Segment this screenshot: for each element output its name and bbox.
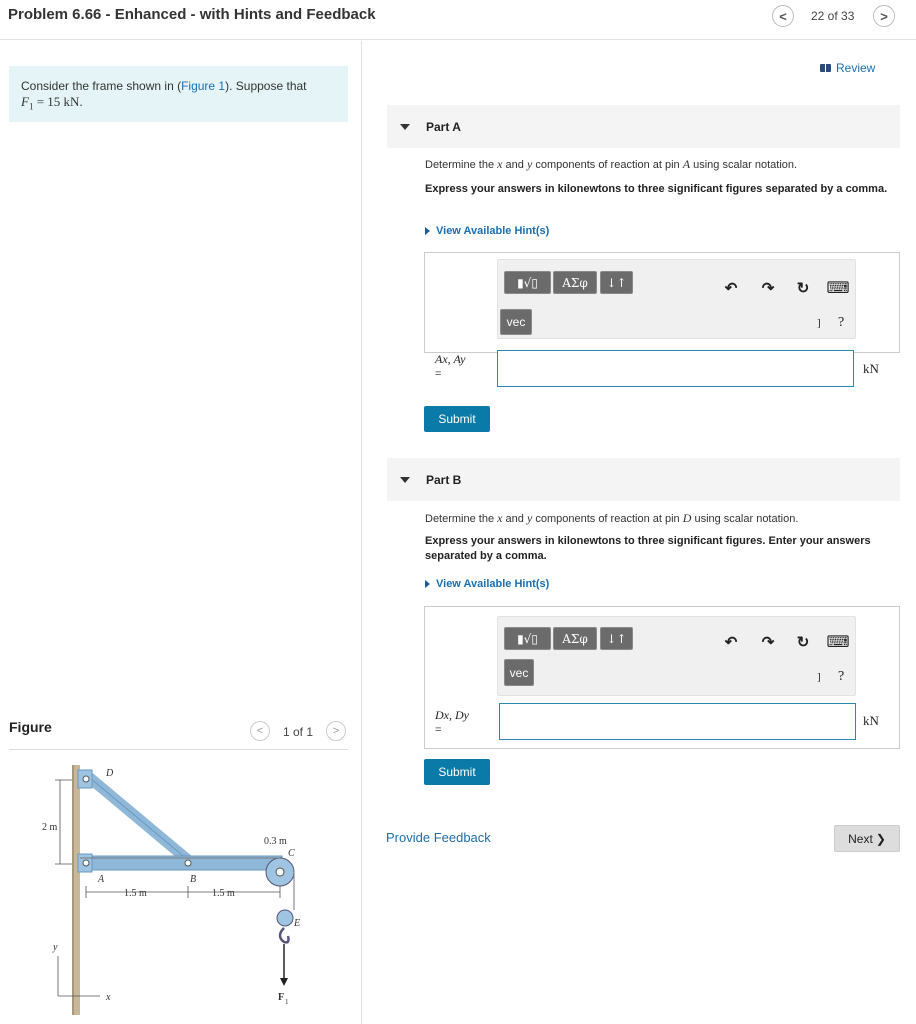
part-a-answer-box [424,252,900,380]
collapse-triangle-icon [400,477,410,483]
part-a-instructions: Express your answers in kilonewtons to three significant figures separated by a comma. [425,183,888,195]
part-a-answer-label: Ax, Ay [435,352,466,366]
problem-counter: 22 of 33 [811,9,855,23]
pin-a [83,860,89,866]
force-var: F [21,94,29,109]
part-b-header[interactable] [387,458,900,501]
part-a-hints-label: View Available Hint(s) [436,225,550,237]
next-button[interactable] [834,825,900,852]
part-b-instructions: Express your answers in kilonewtons to three significant figures. Enter your answers separated by a comma. [425,535,871,562]
pulley-pin [276,868,284,876]
greek-button[interactable]: ΑΣφ [553,627,597,650]
keyboard-icon[interactable]: ⌨ [826,634,850,651]
figure-header [9,716,348,750]
part-a-pin: A [682,157,691,171]
part-a-q-post1: components of reaction at pin [532,159,683,171]
figure-prev-button[interactable]: < [250,721,270,741]
problem-statement [9,66,348,122]
part-b-q-mid: and [502,513,527,525]
part-b-submit-button[interactable]: Submit [424,759,490,785]
vec-button[interactable]: vec [500,309,532,335]
force-sub: 1 [28,101,34,112]
label-seg2: 1.5 m [212,888,235,899]
collapse-triangle-icon [400,124,410,130]
part-a-equals: = [435,368,442,380]
part-b-hints-label: View Available Hint(s) [436,578,550,590]
arrows-button[interactable]: ↓↑ [600,271,633,294]
part-a-title: Part A [426,120,461,134]
label-b: B [190,874,197,885]
part-b-answer-box [424,606,900,749]
keyboard-icon[interactable]: ⌨ [826,280,850,297]
part-b-answer-label: Dx, Dy [435,708,469,722]
force-value: = 15 kN. [33,94,83,109]
problem-title: Problem 6.66 - Enhanced - with Hints and Feedback [8,6,376,23]
wall [74,765,80,1015]
label-c: C [288,848,295,859]
templates-button[interactable]: ▮√▯ [504,271,551,294]
part-a-q-pre: Determine the [425,159,498,171]
pulley-e [277,910,293,926]
part-a-q-mid: and [502,159,527,171]
expand-triangle-icon [425,580,430,588]
part-b-unit: kN [863,713,879,728]
part-a-y-var: y [526,157,533,171]
part-b-q-post2: using scalar notation. [691,513,799,525]
part-a-answer-input[interactable] [497,350,854,387]
greek-button[interactable]: ΑΣφ [553,271,597,294]
label-d: D [106,768,114,779]
expand-triangle-icon [425,227,430,235]
part-a-header[interactable] [387,105,900,148]
figure-link[interactable]: Figure 1 [181,79,226,93]
pin-d [83,776,89,782]
label-radius: 0.3 m [264,836,287,847]
wall-edge [72,765,74,1015]
templates-button[interactable]: ▮√▯ [504,627,551,650]
part-a-question [425,157,895,172]
bracket-glyph: ] [817,317,821,329]
part-a-q-post2: using scalar notation. [690,159,798,171]
label-force-sub: 1 [285,998,289,1006]
math-toolbar [497,259,856,339]
figure-count: 1 of 1 [283,725,314,739]
pin-b [185,860,191,866]
top-bar [0,0,916,40]
figure-next-button[interactable]: > [326,721,346,741]
reset-icon[interactable]: ↻ [796,280,810,297]
review-label: Review [836,61,876,75]
force-arrow-head [280,978,288,986]
undo-icon[interactable]: ↶ [724,634,738,651]
hook [280,928,289,942]
chevron-right-icon: ❯ [875,831,886,846]
intro-text-after: ). Suppose that [225,79,307,93]
next-label: Next [848,831,873,846]
column-divider [361,41,362,1024]
part-b-answer-input[interactable] [499,703,856,740]
label-seg1: 1.5 m [124,888,147,899]
label-e: E [294,918,301,929]
help-icon[interactable]: ? [838,315,845,330]
frame-figure [40,760,330,1020]
part-b-equals: = [435,724,442,736]
redo-icon[interactable]: ↷ [761,634,775,651]
review-link[interactable] [820,61,875,75]
part-a-unit: kN [863,361,879,376]
part-b-q-pre: Determine the [425,513,498,525]
book-icon [820,64,831,72]
provide-feedback-link[interactable]: Provide Feedback [386,830,491,845]
redo-icon[interactable]: ↷ [761,280,775,297]
part-a-hints-toggle[interactable] [425,225,549,237]
intro-text-before: Consider the frame shown in ( [21,79,182,93]
part-b-title: Part B [426,473,462,487]
member-db-edge [90,778,188,860]
label-force: F [278,992,285,1003]
part-a-x-var: x [497,157,503,171]
figure-label: Figure [9,719,52,735]
next-problem-button[interactable]: > [873,5,895,27]
reset-icon[interactable]: ↻ [796,634,810,651]
label-height: 2 m [42,822,58,833]
vec-button[interactable]: vec [504,659,534,686]
bracket-glyph: ] [817,671,821,683]
part-b-pin: D [682,511,692,525]
part-b-x-var: x [497,511,503,525]
help-icon[interactable]: ? [838,669,845,684]
part-a-submit-button[interactable]: Submit [424,406,490,432]
undo-icon[interactable]: ↶ [724,280,738,297]
part-b-hints-toggle[interactable] [425,578,549,590]
arrows-button[interactable]: ↓↑ [600,627,633,650]
label-x-axis: x [106,992,111,1003]
label-y-axis: y [53,942,58,953]
part-b-question [425,511,895,526]
part-b-y-var: y [526,511,533,525]
label-a: A [98,874,105,885]
prev-problem-button[interactable]: < [772,5,794,27]
part-b-q-post1: components of reaction at pin [532,513,683,525]
